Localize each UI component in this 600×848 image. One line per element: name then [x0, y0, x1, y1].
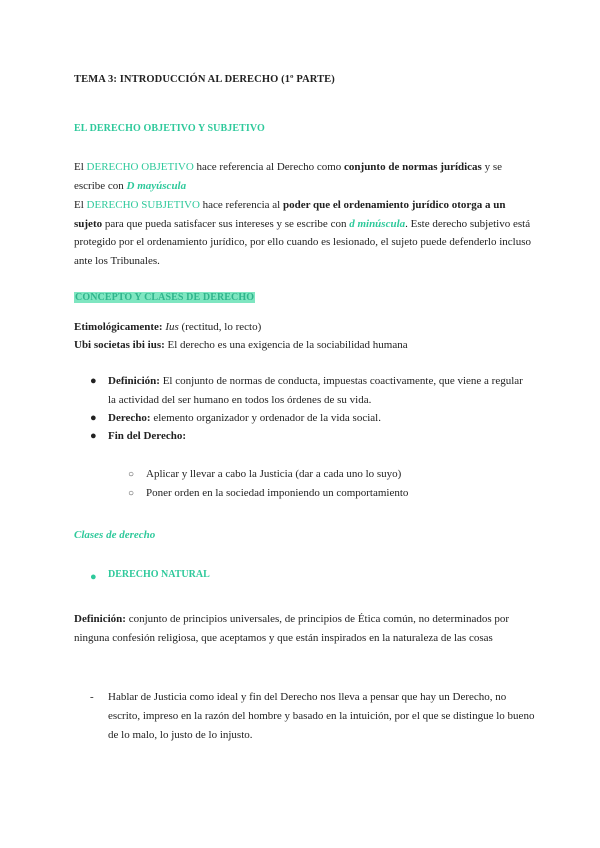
item-derecho-natural: DERECHO NATURAL [108, 569, 210, 580]
term-derecho-objetivo: DERECHO OBJETIVO [86, 161, 194, 173]
section-heading-derecho-objetivo: EL DERECHO OBJETIVO Y SUBJETIVO [74, 123, 265, 134]
document-title: TEMA 3: INTRODUCCIÓN AL DERECHO (1º PARTE) [74, 74, 335, 85]
paragraph-derecho-subjetivo: El DERECHO SUBJETIVO hace referencia al poder que el ordenamiento jurídico otorga a un sujeto para que pueda satisfacer sus intereses y se escribe con d minúscula. Este derecho subjetivo está protegido por el ordenamiento jurídico, por ello cuando es lesionado, el sujeto puede defenderlo incluso ante los Tribunales. [74, 199, 531, 267]
list-item-fin-derecho: Fin del Derecho: [108, 430, 187, 442]
subheading-clases-derecho: Clases de derecho [74, 529, 156, 541]
emphasis-d-mayuscula: D mayúscula [126, 179, 187, 192]
bullet-icon: ● [90, 430, 97, 442]
emphasis-d-minuscula: d minúscula [349, 217, 406, 230]
paragraph-justicia-ideal: Hablar de Justicia como ideal y fin del Derecho nos lleva a pensar que hay un Derecho, no escrito, impreso en la razón del hombre y basado en la intuición, por el que se distingue lo bueno de lo malo, lo justo de lo injusto. [108, 691, 535, 741]
etimologicamente-line: Etimológicamente: Ius (rectitud, lo recto) [74, 321, 262, 333]
sub-item-justicia: Aplicar y llevar a cabo la Justicia (dar a cada uno lo suyo) [146, 468, 402, 480]
ubi-societas-line: Ubi societas ibi ius: El derecho es una exigencia de la sociabilidad humana [74, 339, 408, 351]
list-item-derecho: Derecho: elemento organizador y ordenador de la vida social. [108, 412, 381, 424]
emphasis-conjunto-normas: conjunto de normas jurídicas [344, 161, 482, 173]
emphasis-poder-ordenamiento: poder que el ordenamiento jurídico otorga a un sujeto [74, 199, 506, 230]
list-item-definicion: Definición: El conjunto de normas de conducta, impuestas coactivamente, que viene a regular la actividad del ser humano en todos los órdenes de su vida. [108, 375, 523, 406]
sub-bullet-icon: ○ [128, 488, 135, 499]
dash-bullet-icon: - [90, 691, 94, 703]
bullet-icon: ● [90, 375, 97, 387]
section-heading-concepto-clases: CONCEPTO Y CLASES DE DERECHO [75, 292, 255, 303]
sub-bullet-icon: ○ [128, 469, 135, 480]
paragraph-definicion-natural: Definición: conjunto de principios universales, de principios de Ética común, no determinados por ninguna confesión religiosa, que aceptamos y que están inspirados en la naturaleza de las cosas [74, 613, 510, 644]
sub-item-orden: Poner orden en la sociedad imponiendo un comportamiento [146, 487, 409, 499]
bullet-icon: ● [90, 571, 97, 583]
paragraph-derecho-objetivo: El DERECHO OBJETIVO hace referencia al Derecho como conjunto de normas jurídicas y se escribe con D mayúscula [74, 161, 503, 192]
bullet-icon: ● [90, 412, 97, 424]
term-derecho-subjetivo: DERECHO SUBJETIVO [86, 199, 200, 211]
